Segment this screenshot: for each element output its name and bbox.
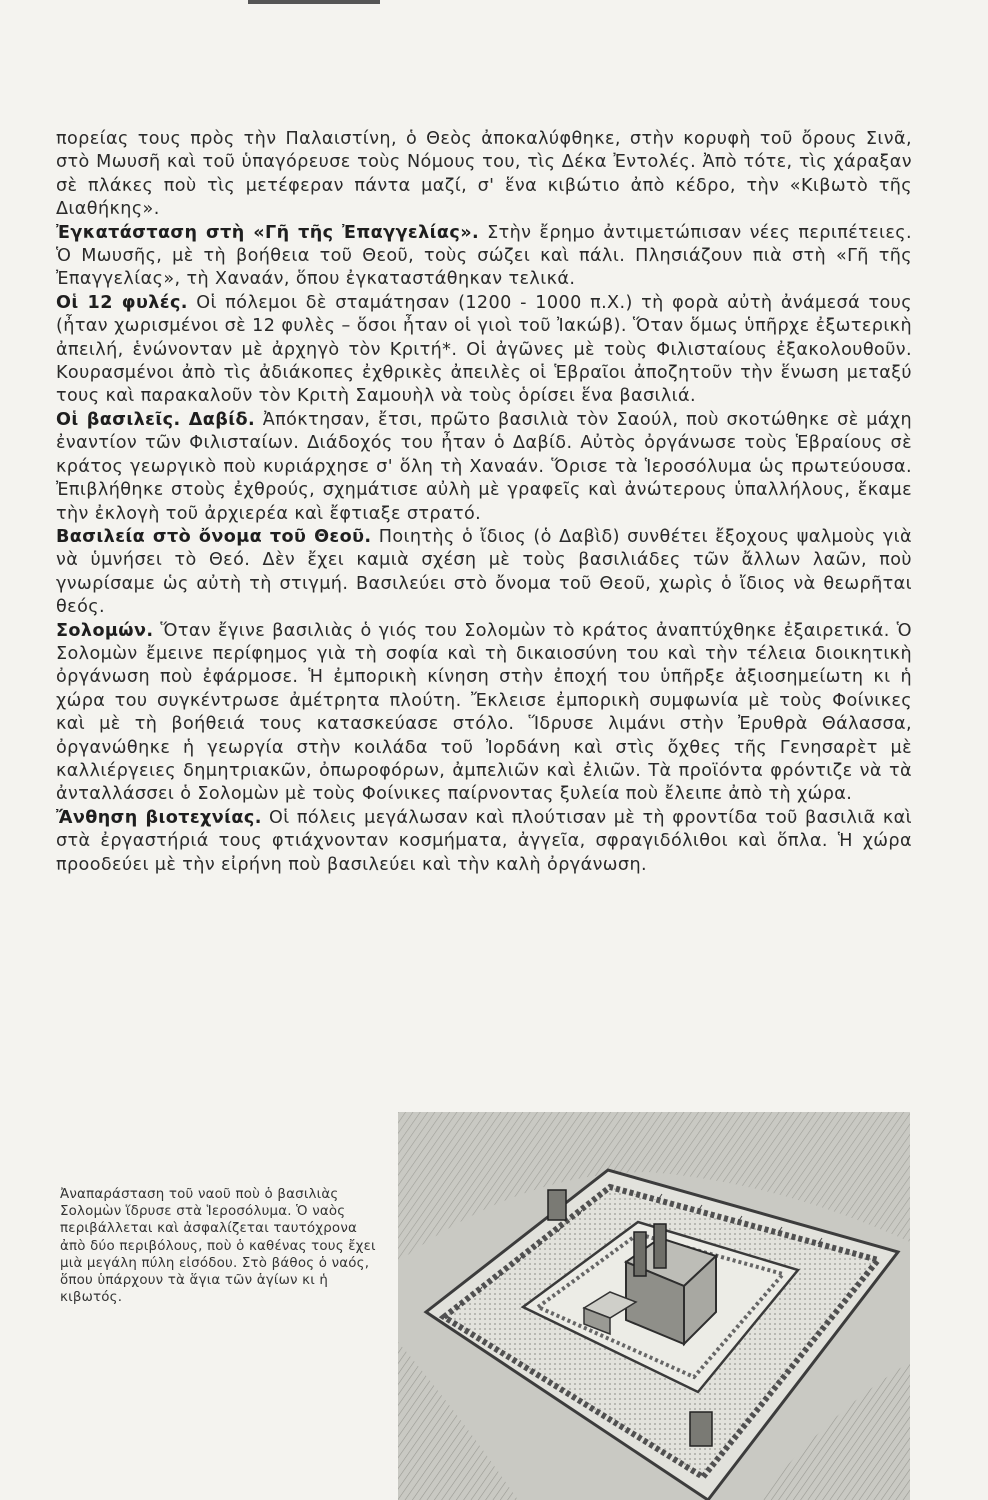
- paragraph-heading: Ἐγκατάσταση στὴ «Γῆ τῆς Ἐπαγγελίας».: [56, 222, 480, 243]
- paragraph-heading: Βασιλεία στὸ ὄνομα τοῦ Θεοῦ.: [56, 526, 372, 547]
- body-text: [56, 128, 912, 877]
- paragraph-text: Ἀπόκτησαν, ἔτσι, πρῶτο βασιλιὰ τὸν Σαούλ, ποὺ σκοτώθηκε σὲ μάχη ἐναντίον τῶν Φιλισταίων. Διάδοχός του ἦταν ὁ Δαβίδ. Αὐτὸς ὀργάνωσε τοὺς Ἑβραίους σὲ κράτος γεωργικὸ ποὺ κυριάρχησε σ' ὅλη τὴ Χαναάν. Ὅρισε τὰ Ἱεροσόλυμα ὡς πρωτεύουσα. Ἐπιβλήθηκε στοὺς ἐχθρούς, σχημάτισε αὐλὴ μὲ γραφεῖς καὶ ἀνώτερους ὑπαλλήλους, ἔκαμε τὴν ἐκλογὴ τοῦ ἀρχιερέα καὶ ἔφτιαξε στρατό.: [56, 409, 912, 524]
- paragraph-text: πορείας τους πρὸς τὴν Παλαιστίνη, ὁ Θεὸς ἀποκαλύφθηκε, στὴν κορυφὴ τοῦ ὄρους Σινᾶ, στὸ Μωυσῆ καὶ τοῦ ὑπαγόρευσε τοὺς Νόμους του, τὶς Δέκα Ἐντολές. Ἀπὸ τότε, τὶς χάραξαν σὲ πλάκες ποὺ τὶς μετέφεραν πάντα μαζί, σ' ἕνα κιβώτιο ἀπὸ κέδρο, τὴν «Κιβωτὸ τῆς Διαθήκης».: [56, 129, 912, 220]
- paragraph: [56, 409, 912, 526]
- paragraph: [56, 292, 912, 409]
- paragraph: [56, 128, 912, 222]
- paragraph-text: Οἱ πόλεις μεγάλωσαν καὶ πλούτισαν μὲ τὴ φροντίδα τοῦ βασιλιᾶ καὶ στὰ ἐργαστήριά τους φτιάχνονταν κοσμήματα, ἀγγεῖα, σφραγιδόλιθοι καὶ ὅπλα. Ἡ χώρα προοδεύει μὲ τὴν εἰρήνη ποὺ βασιλεύει καὶ τὴν καλὴ ὀργάνωση.: [56, 807, 913, 875]
- paragraph-heading: Σολομών.: [56, 620, 154, 641]
- paragraph-heading: Οἱ 12 φυλές.: [56, 292, 188, 313]
- paragraph-text: Ποιητὴς ὁ ἴδιος (ὁ Δαβὶδ) συνθέτει ἔξοχους ψαλμοὺς γιὰ νὰ ὑμνήσει τὸ Θεό. Δὲν ἔχει καμιὰ σχέση μὲ τοὺς βασιλιάδες τῶν ἄλλων λαῶν, ποὺ γνωρίσαμε ὡς αὐτὴ τὴ στιγμή. Βασιλεύει στὸ ὄνομα τοῦ Θεοῦ, χωρὶς ὁ ἴδιος νὰ θεωρῆται θεός.: [56, 526, 912, 618]
- paragraph: [56, 526, 912, 620]
- paragraph-text: Ὅταν ἔγινε βασιλιὰς ὁ γιός του Σολομὼν τὸ κράτος ἀναπτύχθηκε ἐξαιρετικά. Ὁ Σολομὼν ἔμεινε περίφημος γιὰ τὴ σοφία καὶ τὴ δικαιοσύνη του καὶ τὴν τέλεια διοικητικὴ ὀργάνωση ποὺ ἐφάρμοσε. Ἡ ἐμπορικὴ κίνηση στὴν ἐποχή του ὑπῆρξε ἀξιοσημείωτη κι ἡ χώρα του συγκέντρωσε ἀμέτρητα πλούτη. Ἔκλεισε ἐμπορικὴ συμφωνία μὲ τοὺς Φοίνικες καὶ μὲ τὴ βοήθειά τους κατασκεύασε στόλο. Ἵδρυσε λιμάνι στὴν Ἐρυθρὰ Θάλασσα, ὀργανώθηκε ἡ γεωργία στὴν κοιλάδα τοῦ Ἰορδάνη καὶ στὶς ὄχθες τῆς Γενησαρὲτ μὲ καλλιέργειες δημητριακῶν, ὀπωροφόρων, ἀμπελιῶν καὶ ἐλιῶν. Τὰ προϊόντα φρόντιζε νὰ τὰ ἀνταλλάσσει ὁ Σολομὼν μὲ τοὺς Φοίνικες παίρνοντας ξυλεία ποὺ ἔλειπε ἀπὸ τὴ χώρα.: [56, 620, 912, 805]
- paragraph: [56, 807, 912, 877]
- page-top-edge: [248, 0, 380, 4]
- paragraph-heading: Οἱ βασιλεῖς. Δαβίδ.: [56, 409, 256, 430]
- paragraph-text: Στὴν ἔρημο ἀντιμετώπισαν νέες περιπέτειες. Ὁ Μωυσῆς, μὲ τὴ βοήθεια τοῦ Θεοῦ, τοὺς σώζει καὶ πάλι. Πλησιάζουν πιὰ στὴ «Γῆ τῆς Ἐπαγγελίας», τὴ Χαναάν, ὅπου ἐγκαταστάθηκαν τελικά.: [56, 222, 912, 290]
- paragraph: [56, 222, 912, 292]
- temple-reconstruction-icon: [398, 1112, 910, 1500]
- paragraph: [56, 620, 912, 807]
- paragraph-text: Οἱ πόλεμοι δὲ σταμάτησαν (1200 - 1000 π.Χ.) τὴ φορὰ αὐτὴ ἀνάμεσά τους (ἦταν χωρισμένοι σὲ 12 φυλὲς – ὅσοι ἦταν οἱ γιοὶ τοῦ Ἰακώβ). Ὅταν ὅμως ὑπῆρχε ἐξωτερικὴ ἀπειλή, ἑνώνονταν μὲ ἀρχηγὸ τὸν Κριτή*. Οἱ ἀγῶνες μὲ τοὺς Φιλισταίους ἐξακολουθοῦν. Κουρασμένοι ἀπὸ τὶς ἀδιάκοπες ἐχθρικὲς ἀπειλὲς οἱ Ἑβραῖοι ἀποζητοῦν τὴν ἕνωση μεταξύ τους καὶ παρακαλοῦν τὸν Κριτὴ Σαμουὴλ νὰ τοὺς ὁρίσει ἕνα βασιλιά.: [56, 292, 912, 407]
- paragraph-heading: Ἄνθηση βιοτεχνίας.: [56, 807, 262, 828]
- temple-illustration: [398, 1112, 910, 1500]
- figure-caption: Ἀναπαράσταση τοῦ ναοῦ ποὺ ὁ βασιλιὰς Σολομὼν ἵδρυσε στὰ Ἱεροσόλυμα. Ὁ ναὸς περιβάλλεται καὶ ἀσφαλίζεται ταυτόχρονα ἀπὸ δύο περιβόλους, ποὺ ὁ καθένας τους ἔχει μιὰ μεγάλη πύλη εἰσόδου. Στὸ βάθος ὁ ναός, ὅπου ὑπάρχουν τὰ ἅγια τῶν ἁγίων κι ἡ κιβωτός.: [60, 1187, 376, 1306]
